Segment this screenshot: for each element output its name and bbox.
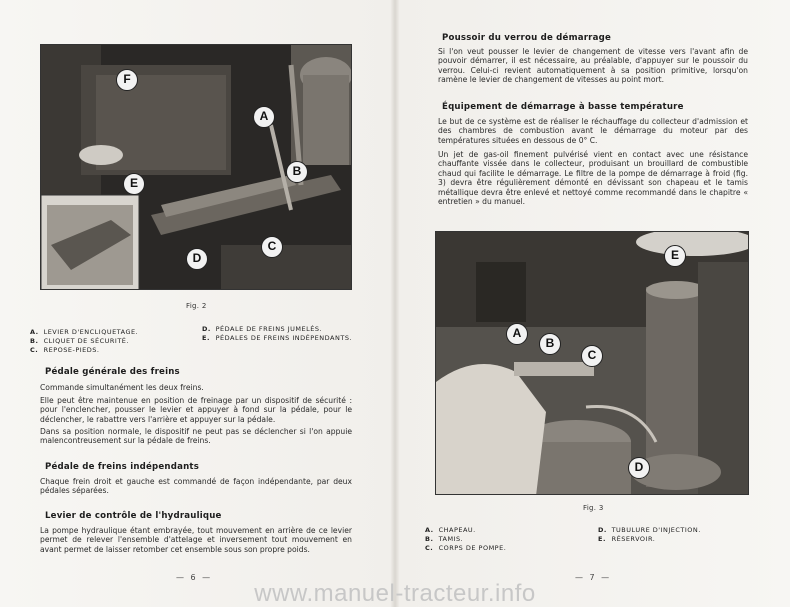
figure-3-legend-right <box>598 526 701 544</box>
section-heading: Levier de contrôle de l'hydraulique <box>45 511 222 521</box>
legend-text: CHAPEAU. <box>438 526 476 534</box>
right-page <box>395 0 790 607</box>
callout-d: D <box>628 457 650 479</box>
figure-2-legend-right <box>202 325 352 343</box>
callout-c: C <box>581 345 603 367</box>
legend-key: C. <box>425 544 434 552</box>
section-heading: Équipement de démarrage à basse température <box>442 102 684 112</box>
page-number: — 6 — <box>176 573 213 582</box>
legend-item <box>30 346 138 355</box>
figure-2-caption: Fig. 2 <box>186 302 207 310</box>
paragraph: Commande simultanément les deux freins. <box>40 383 204 392</box>
legend-key: D. <box>598 526 607 534</box>
legend-item <box>598 535 701 544</box>
callout-b: B <box>286 161 308 183</box>
legend-key: D. <box>202 325 211 333</box>
callout-b: B <box>539 333 561 355</box>
legend-item <box>425 526 506 535</box>
paragraph: La pompe hydraulique étant embrayée, tout mouvement en arrière de ce levier permet de relever l'ensemble d'attelage et inversement tout mouvement en avant permet de laisser retomber cet ensemble sous son propre poids. <box>40 526 352 554</box>
legend-text: CORPS DE POMPE. <box>438 544 507 552</box>
callout-e: E <box>123 173 145 195</box>
legend-key: E. <box>202 334 210 342</box>
legend-text: TAMIS. <box>438 535 464 543</box>
figure-2-photo <box>40 44 352 290</box>
legend-text: PÉDALES DE FREINS INDÉPENDANTS. <box>215 334 353 342</box>
legend-text: CLIQUET DE SÉCURITÉ. <box>43 337 129 345</box>
callout-a: A <box>506 323 528 345</box>
callout-f: F <box>116 69 138 91</box>
legend-item <box>425 535 506 544</box>
callout-e: E <box>664 245 686 267</box>
figure-3-caption: Fig. 3 <box>583 504 604 512</box>
paragraph: Si l'on veut pousser le levier de changement de vitesse vers l'avant afin de pouvoir démarrer, il est nécessaire, au préalable, d'appuyer sur le poussoir du verrou. Celui-ci revient automatiquement à sa position primitive, lorsqu'on ramène le levier de changement de vitesses au point mort. <box>438 47 748 85</box>
legend-item <box>598 526 701 535</box>
section-heading: Poussoir du verrou de démarrage <box>442 33 611 43</box>
figure-2-legend-left <box>30 328 138 355</box>
section-heading: Pédale générale des freins <box>45 367 180 377</box>
legend-key: C. <box>30 346 39 354</box>
callout-c: C <box>261 236 283 258</box>
section-heading: Pédale de freins indépendants <box>45 462 200 472</box>
legend-item <box>202 325 352 334</box>
figure-3-legend-left <box>425 526 506 553</box>
legend-item <box>202 334 352 343</box>
legend-text: RÉSERVOIR. <box>611 535 656 543</box>
site-watermark: www.manuel-tracteur.info <box>254 580 536 607</box>
paragraph: Chaque frein droit et gauche est commandé de façon indépendante, par deux pédales séparées. <box>40 477 352 496</box>
paragraph: Le but de ce système est de réaliser le réchauffage du collecteur d'admission et des chambres de combustion avant le démarrage du moteur par des températures situées en dessous de 0° C. <box>438 117 748 145</box>
legend-text: REPOSE-PIEDS. <box>43 346 100 354</box>
paragraph: Elle peut être maintenue en position de freinage par un dispositif de sécurité : pour l'enclencher, pousser le levier et appuyer à fond sur la pédale, pour le déclencher, le rabattre vers l'arrière et appuyer sur la pédale. <box>40 396 352 424</box>
legend-text: LEVIER D'ENCLIQUETAGE. <box>43 328 139 336</box>
legend-text: PÉDALE DE FREINS JUMELÉS. <box>215 325 323 333</box>
legend-text: TUBULURE D'INJECTION. <box>611 526 701 534</box>
legend-key: E. <box>598 535 606 543</box>
legend-item <box>425 544 506 553</box>
paragraph: Un jet de gas-oil finement pulvérisé vient en contact avec une résistance chauffante vissée dans le collecteur, produisant un brouillard de combustible chaud qui facilite le démarrage. Le filtre de la pompe de démarrage à froid (fig. 3) devra être régulièrement démonté en dévissant son chapeau et le tamis métallique devra être enlevé et nettoyé comme recommandé dans le chapitre « entretien » du manuel. <box>438 150 748 207</box>
legend-key: B. <box>30 337 39 345</box>
callout-d: D <box>186 248 208 270</box>
page-number: — 7 — <box>575 573 612 582</box>
figure-3-photo <box>435 231 749 495</box>
legend-item <box>30 337 138 346</box>
paragraph: Dans sa position normale, le dispositif ne peut pas se déclencher si l'on appuie malencontreusement sur la pédale de freins. <box>40 427 352 446</box>
legend-key: A. <box>425 526 434 534</box>
callout-a: A <box>253 106 275 128</box>
legend-key: A. <box>30 328 39 336</box>
legend-item <box>30 328 138 337</box>
legend-key: B. <box>425 535 434 543</box>
